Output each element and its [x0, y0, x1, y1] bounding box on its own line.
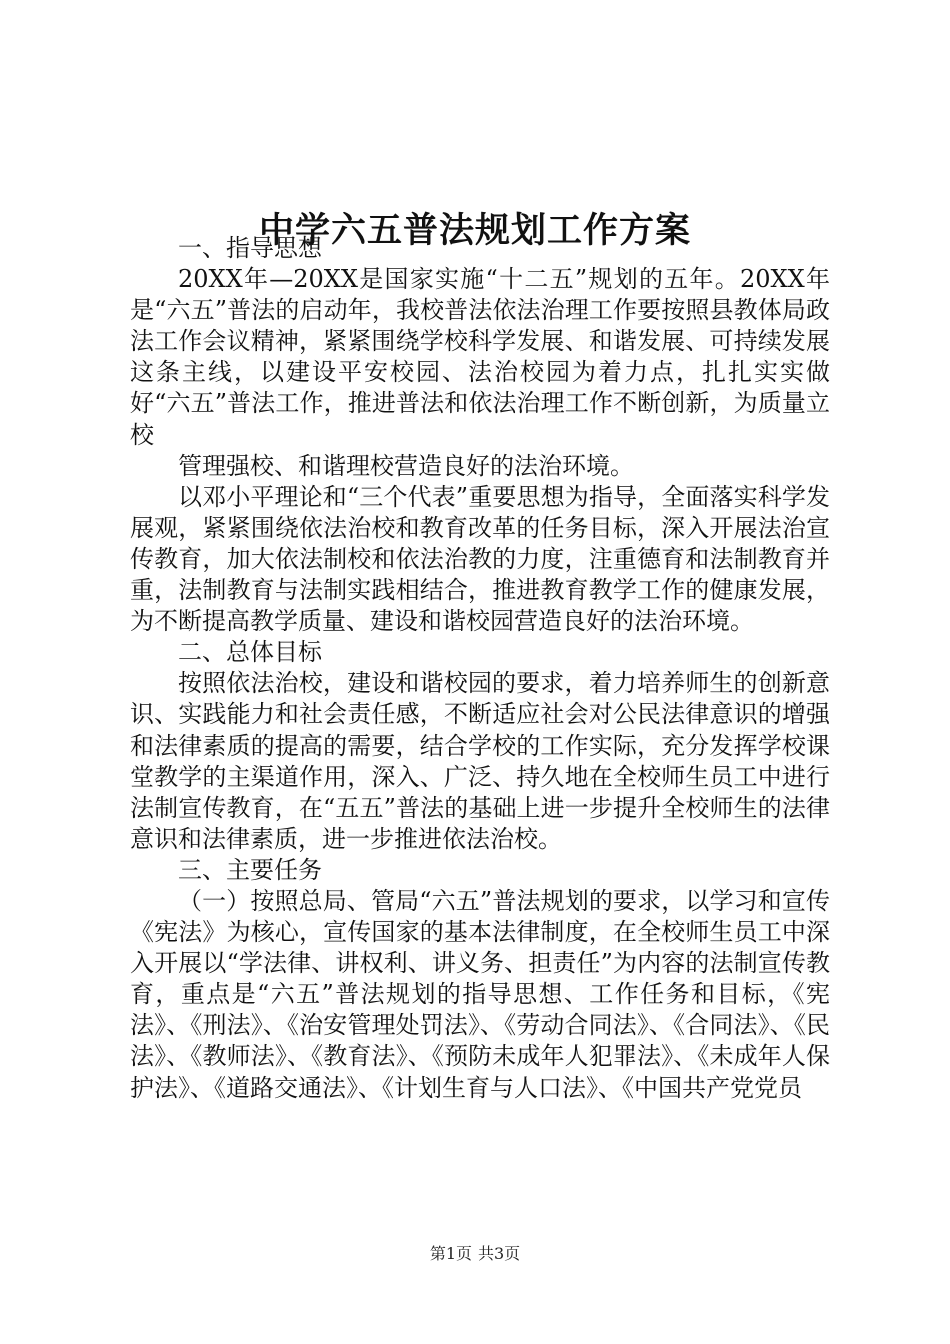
page-total: 共3页 — [478, 1244, 521, 1263]
heading-main-tasks: 三、主要任务 — [178, 855, 322, 884]
paragraph-goals: 按照依法治校，建设和谐校园的要求，着力培养师生的创新意识、实践能力和社会责任感，不断适应社会对公民法律意识的增强和法律素质的提高的需要，结合学校的工作实际，充分发挥学校课堂教学的主渠道作用，深入、广泛、持久地在全校师生员工中进行法制宣传教育，在“五五”普法的基础上进一步提升全校师生的法律意识和法律素质，进一步推进依法治校。 — [130, 669, 830, 853]
page-footer — [0, 1244, 950, 1264]
paragraph-environment: 管理强校、和谐理校营造良好的法治环境。 — [178, 451, 634, 480]
document-title: 中学六五普法规划工作方案 — [258, 210, 691, 252]
paragraph-background: 20XX年—20XX是国家实施“十二五”规划的五年。20XX年是“六五”普法的启动年，我校普法依法治理工作要按照县教体局政法工作会议精神，紧紧围绕学校科学发展、和谐发展、可持续发展这条主线，以建设平安校园、法治校园为着力点，扎扎实实做好“六五”普法工作，推进普法和依法治理工作不断创新，为质量立校 — [130, 265, 830, 449]
heading-overall-goals: 二、总体目标 — [178, 638, 322, 667]
paragraph-guidance: 以邓小平理论和“三个代表”重要思想为指导，全面落实科学发展观，紧紧围绕依法治校和教育改革的任务目标，深入开展法治宣传教育，加大依法制校和依法治教的力度，注重德育和法制教育并重，法制教育与法制实践相结合，推进教育教学工作的健康发展，为不断提高教学质量、建设和谐校园营造良好的法治环境。 — [130, 482, 830, 636]
document-body — [130, 233, 830, 1104]
heading-guiding-ideology: 一、指导思想 — [178, 234, 322, 262]
paragraph-task-one: （一）按照总局、管局“六五”普法规划的要求，以学习和宣传《宪法》为核心，宣传国家的基本法律制度，在全校师生员工中深入开展以“学法律、讲权利、讲义务、担责任”为内容的法制宣传教育，重点是“六五”普法规划的指导思想、工作任务和目标，《宪法》、《刑法》、《治安管理处罚法》、《劳动合同法》、《合同法》、《民法》、《教师法》、《教育法》、《预防未成年人犯罪法》、《未成年人保护法》、《道路交通法》、《计划生育与人口法》、《中国共产党党员 — [130, 886, 830, 1102]
page-number: 第1页 — [429, 1244, 472, 1263]
